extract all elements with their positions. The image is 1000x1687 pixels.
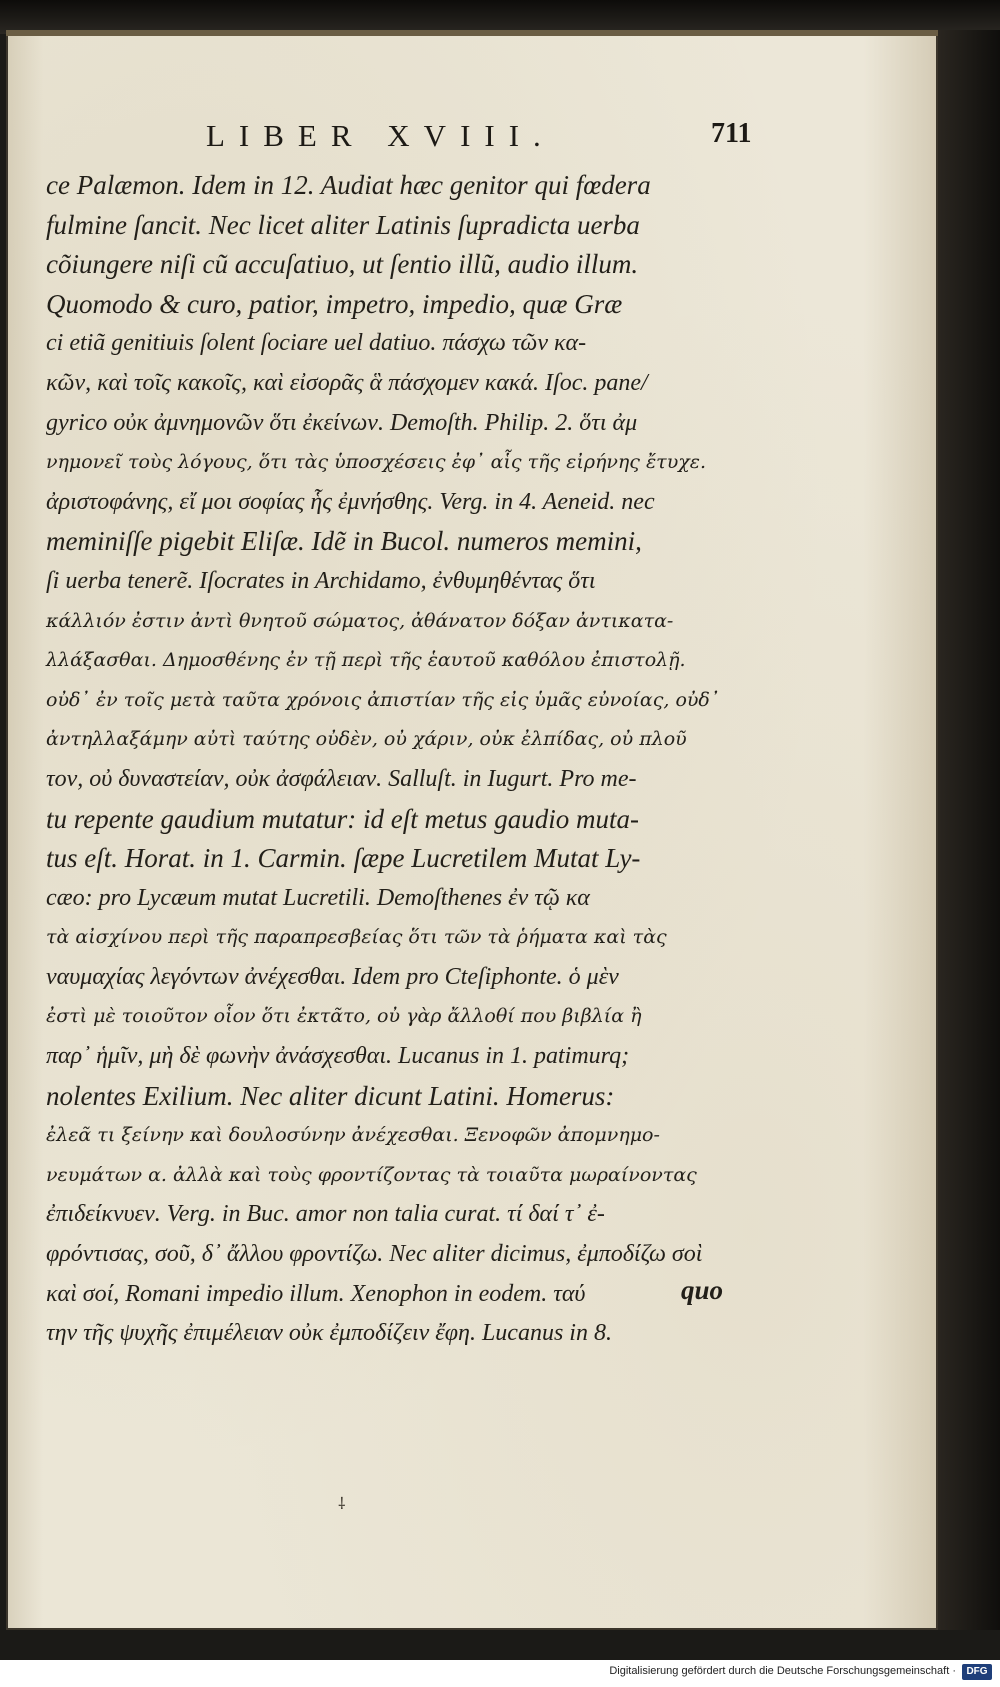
- dfg-logo: DFG: [962, 1664, 992, 1680]
- scan-top-edge: [0, 0, 1000, 34]
- text-line: meminiſſe pigebit Eliſæ. Idẽ in Bucol. numeros memini,: [46, 526, 642, 557]
- text-line: tus eſt. Horat. in 1. Carmin. ſæpe Lucretilem Mutat Ly-: [46, 843, 641, 874]
- text-line: ἀντηλλαξάμην αὐτὶ ταύτης οὐδὲν, οὐ χάριν, οὐκ ἐλπίδας, οὐ πλοῦ: [46, 728, 687, 751]
- running-head: LIBER XVIII.: [206, 118, 555, 153]
- page-body-text: [46, 166, 766, 1354]
- text-line: κάλλιόν ἐστιν ἀντὶ θνητοῦ σώματος, ἀθάνατον δόξαν ἀντικατα-: [46, 609, 674, 632]
- text-line: φρόντισας, σοῦ, δ᾽ ἄλλου φροντίζω. Nec aliter dicimus, ἐμποδίζω σοὶ: [46, 1241, 703, 1268]
- text-line: ἐλεᾶ τι ξείνην καὶ δουλοσύνην ἀνέχεσθαι. Ξενοφῶν ἀπομνημο-: [46, 1124, 660, 1147]
- text-line: ἐπιδείκνυεν. Verg. in Buc. amor non talia curat. τί δαί τ᾽ ἐ-: [46, 1201, 605, 1228]
- text-line: ſi uerba tenerẽ. Iſocrates in Archidamo, ἐνθυμηθέντας ὅτι: [46, 567, 596, 594]
- text-line: gyrico οὐκ ἀμνημονῶν ὅτι ἐκείνων. Demoſth. Philip. 2. ὅτι ἀμ: [46, 409, 638, 436]
- text-line: νημονεῖ τοὺς λόγους, ὅτι τὰς ὑποσχέσεις ἐφ᾽ αἷς τῆς εἰρήνης ἔτυχε.: [46, 451, 706, 474]
- signature-mark: ⸸: [338, 1496, 346, 1513]
- text-line: οὐδ᾽ ἐν τοῖς μετὰ ταῦτα χρόνοις ἀπιστίαν τῆς εἰς ὑμᾶς εὐνοίας, οὐδ᾽: [46, 688, 720, 711]
- catchword: quo: [681, 1275, 724, 1305]
- page-number: 711: [711, 118, 752, 149]
- text-line: κῶν, καὶ τοῖς κακοῖς, καὶ εἰσορᾶς ἃ πάσχομεν κακά. Iſoc. pane/: [46, 369, 648, 396]
- text-line: tu repente gaudium mutatur: id eſt metus gaudio muta-: [46, 803, 639, 834]
- text-line: cæo: pro Lycæum mutat Lucretili. Demoſthenes ἐν τῷ κα: [46, 884, 590, 911]
- text-line: ci etiã genitiuis ſolent ſociare uel datiuo. πάσχω τῶν κα-: [46, 330, 587, 357]
- text-line: cõiungere niſi cũ accuſatiuo, ut ſentio illũ, audio illum.: [46, 249, 639, 280]
- text-line: nolentes Exilium. Nec aliter dicunt Latini. Homerus:: [46, 1080, 615, 1111]
- footer-credit: Digitalisierung gefördert durch die Deutsche Forschungsgemeinschaft ·: [609, 1665, 956, 1677]
- text-line: Quomodo & curo, patior, impetro, impedio, quæ Græ: [46, 288, 623, 319]
- text-line: ναυμαχίας λεγόντων ἀνέχεσθαι. Idem pro Cteſiphonte. ὁ μὲν: [46, 963, 619, 990]
- text-line: ἐστὶ μὲ τοιοῦτον οἷον ὅτι ἐκτᾶτο, οὐ γὰρ ἄλλοθί που βιβλία ἢ: [46, 1005, 642, 1028]
- text-line: λλάξασθαι. Δημοσθένης ἐν τῇ περὶ τῆς ἑαυτοῦ καθόλου ἐπιστολῇ.: [46, 649, 686, 672]
- text-line: νευμάτων α. ἀλλὰ καὶ τοὺς φροντίζοντας τὰ τοιαῦτα μωραίνοντας: [46, 1163, 697, 1186]
- text-line: την τῆς ψυχῆς ἐπιμέλειαν οὐκ ἐμποδίζειν ἔφη. Lucanus in 8.: [46, 1320, 612, 1347]
- book-page: [6, 30, 938, 1630]
- digitization-footer: [0, 1660, 1000, 1687]
- text-line: τὰ αἰσχίνου περὶ τῆς παραπρεσβείας ὅτι τῶν τὰ ῥήματα καὶ τὰς: [46, 926, 667, 949]
- text-line: ἀριστοφάνης, εἴ μοι σοφίας ἧς ἐμνήσθης. Verg. in 4. Aeneid. nec: [46, 488, 655, 515]
- scan-right-edge: [938, 30, 1000, 1630]
- text-line: fulmine ſancit. Nec licet aliter Latinis ſupradicta uerba: [46, 209, 640, 240]
- text-line: καὶ σοί, Romani impedio illum. Xenophon in eodem. ταύ: [46, 1280, 586, 1307]
- text-line: τον, οὐ δυναστείαν, οὐκ ἀσφάλειαν. Salluſt. in Iugurt. Pro me-: [46, 765, 637, 792]
- text-line: ce Palæmon. Idem in 12. Audiat hæc genitor qui fœdera: [46, 170, 651, 200]
- text-line: παρ᾽ ἡμῖν, μὴ δὲ φωνὴν ἀνάσχεσθαι. Lucanus in 1. patimurq;: [46, 1043, 630, 1070]
